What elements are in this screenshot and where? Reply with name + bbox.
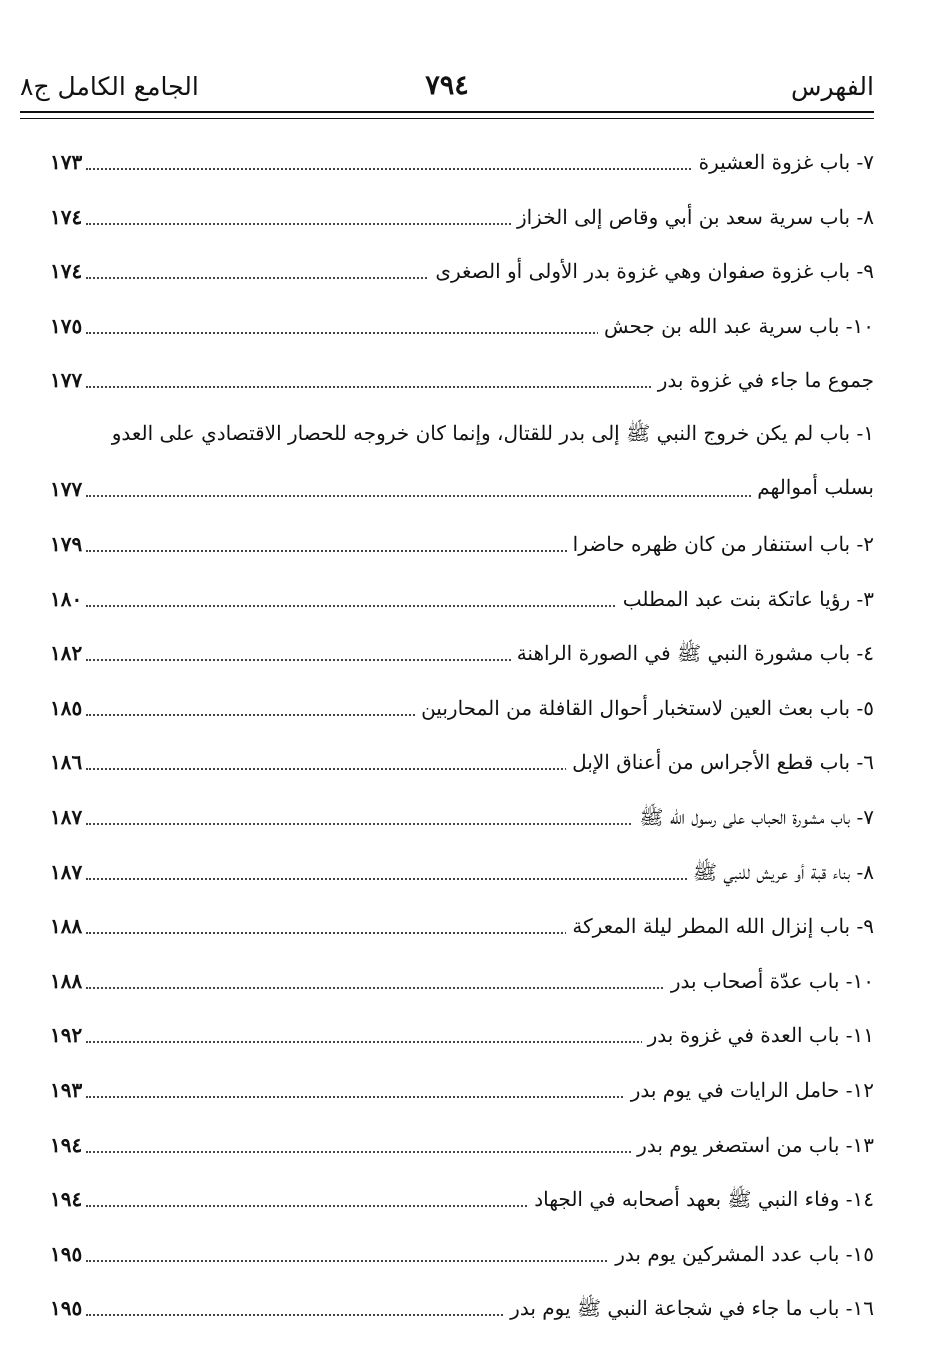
- entry-page: ١٧٤: [50, 205, 86, 229]
- dot-leader: [86, 495, 854, 497]
- entry-page: ١٩٢: [50, 1023, 86, 1047]
- header-rule-thin: [20, 118, 874, 119]
- table-of-contents: [50, 138, 874, 1339]
- entry-title: ١٠- باب عدّة أصحاب بدر: [665, 969, 874, 993]
- entry-title: ٩- باب غزوة صفوان وهي غزوة بدر الأولى أو الصغرى: [429, 259, 874, 283]
- entry-page: ١٩٤: [50, 1133, 86, 1157]
- toc-entry: [50, 356, 874, 411]
- entry-page: ١٧٩: [50, 532, 86, 556]
- section-title: الفهرس: [790, 72, 874, 101]
- entry-title: ١٢- حامل الرايات في يوم بدر: [625, 1078, 874, 1102]
- entry-title: ١١- باب العدة في غزوة بدر: [642, 1023, 874, 1047]
- header-rule-thick: [20, 111, 874, 113]
- entry-title-line1: ١- باب لم يكن خروج النبي ﷺ إلى بدر للقتال، وإنما كان خروجه للحصار الاقتصادي على العدو: [106, 421, 874, 450]
- entry-page: ١٩٤: [50, 1187, 86, 1211]
- entry-page: ١٧٥: [50, 314, 86, 338]
- entry-title: ١٦- باب ما جاء في شجاعة النبي ﷺ يوم بدر: [504, 1296, 874, 1325]
- entry-page: ١٧٣: [50, 150, 86, 174]
- entry-page: ١٨٨: [50, 969, 86, 993]
- entry-title: ٦- باب قطع الأجراس من أعناق الإبل: [566, 750, 874, 774]
- toc-entry: [50, 1066, 874, 1121]
- entry-title: ١٠- باب سرية عبد الله بن جحش: [598, 314, 874, 338]
- entry-title: ٢- باب استنفار من كان ظهره حاضرا: [567, 532, 874, 556]
- page-number: ٧٩٤: [425, 70, 469, 101]
- toc-entry: [50, 902, 874, 957]
- entry-title: ١٣- باب من استصغر يوم بدر: [631, 1133, 874, 1157]
- entry-page: ١٧٧: [50, 477, 86, 501]
- toc-entry: [50, 629, 874, 684]
- entry-page: ١٩٥: [50, 1242, 86, 1266]
- toc-entry: [50, 411, 874, 520]
- entry-page: ١٨٦: [50, 750, 86, 774]
- entry-title: ١٤- وفاء النبي ﷺ بعهد أصحابه في الجهاد: [528, 1187, 874, 1216]
- entry-page: ١٩٣: [50, 1078, 86, 1102]
- toc-entry: [50, 138, 874, 193]
- toc-entry: [50, 520, 874, 575]
- entry-page: ١٧٤: [50, 259, 86, 283]
- toc-entry: [50, 1284, 874, 1339]
- entry-title: ١٥- باب عدد المشركين يوم بدر: [609, 1242, 874, 1266]
- entry-page: ١٨٠: [50, 587, 86, 611]
- entry-title: ٧- باب غزوة العشيرة: [693, 150, 874, 174]
- toc-entry: [50, 738, 874, 793]
- toc-entry: [50, 302, 874, 357]
- toc-entry: [50, 193, 874, 248]
- toc-entry: [50, 1011, 874, 1066]
- toc-entry: [50, 848, 874, 903]
- entry-title: ٣- رؤيا عاتكة بنت عبد المطلب: [617, 587, 874, 611]
- entry-page: ١٨٧: [50, 860, 86, 884]
- entry-page: ١٨٨: [50, 914, 86, 938]
- toc-entry: [50, 575, 874, 630]
- toc-entry: [50, 1121, 874, 1176]
- entry-page: ١٨٥: [50, 696, 86, 720]
- entry-title: ٩- باب إنزال الله المطر ليلة المعركة: [566, 914, 874, 938]
- entry-page: ١٩٥: [50, 1296, 86, 1320]
- toc-entry: [50, 1230, 874, 1285]
- page-header: [20, 62, 874, 112]
- toc-entry: [50, 247, 874, 302]
- entry-page: ١٧٧: [50, 368, 86, 392]
- entry-title: ٥- باب بعث العين لاستخبار أحوال القافلة من المحاربين: [415, 696, 874, 720]
- toc-entry: [50, 684, 874, 739]
- entry-title: ٤- باب مشورة النبي ﷺ في الصورة الراهنة: [511, 641, 874, 670]
- entry-title: ٨- بناء قبة أو عريش للنبي ﷺ: [687, 860, 874, 889]
- toc-entry: [50, 957, 874, 1012]
- entry-title: جموع ما جاء في غزوة بدر: [652, 368, 874, 392]
- toc-entry: [50, 793, 874, 848]
- toc-entry: [50, 1175, 874, 1230]
- entry-page: ١٨٧: [50, 805, 86, 829]
- entry-title: ٧- باب مشورة الحباب على رسول الله ﷺ: [633, 805, 874, 834]
- entry-page: ١٨٢: [50, 641, 86, 665]
- entry-title: ٨- باب سرية سعد بن أبي وقاص إلى الخزاز: [511, 205, 874, 229]
- entry-title-line2: بسلب أموالهم: [751, 475, 874, 499]
- book-title: الجامع الكامل ج٨: [20, 72, 199, 101]
